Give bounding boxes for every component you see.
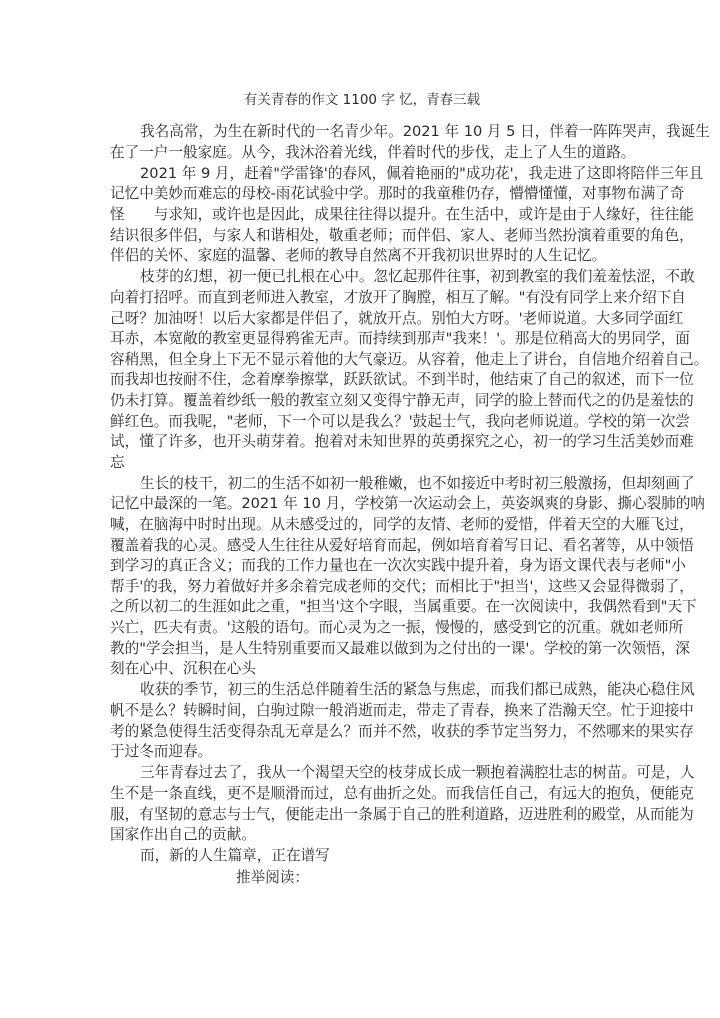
paragraph-line: 枝芽的幻想，初一便已扎根在心中。忽忆起那件往事，初到教室的我们羞羞怯涩，不敢 [140, 268, 695, 286]
paragraph-line: 向着打招呼。而直到老师进入教室，才放开了胸膛，相互了解。"有没有同学上来介绍下自 [110, 288, 686, 306]
paragraph-line: 兴亡，匹夫有责。'这般的语句。而心灵为之一振，慢慢的，感受到它的沉重。就如老师所 [110, 619, 684, 637]
paragraph-line: 记忆中美妙而难忘的母校-雨花试验中学。那时的我童稚仍存，懵懵懂懂，对事物布满了奇 [110, 185, 685, 203]
paragraph-line: 于过冬而迎春。 [110, 743, 213, 761]
paragraph-line: 生不是一条直线，更不是顺滑而过，总有曲折之处。而我信任自己，有远大的抱负，便能克 [110, 784, 694, 802]
paragraph-line: 服，有坚韧的意志与士气，便能走出一条属于自己的胜利道路，迈进胜利的殿堂，从而能为 [110, 805, 694, 823]
paragraph [110, 680, 695, 762]
paragraph-line: 在了一户一般家庭。从今，我沐浴着光线，伴着时代的步伐，走上了人生的道路。 [110, 143, 636, 161]
paragraph-line: 伴侣的关怀、家庭的温馨、老师的教导自然离不开我初识世界时的人生记忆。 [110, 247, 607, 265]
paragraph-line: 己呀？加油呀！以后大家都是伴侣了，就放开点。别怕大方呀。'老师说道。大多同学面红 [110, 309, 684, 327]
paragraph-line: 结识很多伴侣，与家人和谐相处，敬重老师；而伴侣、家人、老师当然扮演着重要的角色， [110, 226, 694, 244]
paragraph-line: 喊，在脑海中时时出现。从未感受过的，同学的友情、老师的爱惜，伴着天空的大雁飞过， [110, 516, 694, 534]
paragraph-line: 三年青春过去了，我从一个渴望天空的枝芽成长成一颗抱着满腔壮志的树苗。可是，人 [140, 764, 695, 782]
paragraph [110, 164, 704, 267]
paragraph [110, 122, 710, 163]
paragraph-line: 帮手'的我，努力着做好并多余着完成老师的交代；而相比于"担当'，这些又会显得微弱了， [110, 577, 694, 595]
paragraph-line: 到学习的真正含义；而我的工作力量也在一次次实践中提升着，身为语文课代表与老师"小 [110, 557, 686, 575]
paragraph-line: 耳赤，本宽敞的教室更显得鸦雀无声。而持续到那声"我来！'。那是位稍高大的男同学，面 [110, 330, 690, 348]
paragraph-line: 2021 年 9 月，赶着"学雷锋'的春风，佩着艳丽的"成功花'，我走进了这即将陪伴三年且 [140, 164, 704, 182]
paragraph-line: 忘 [110, 453, 125, 471]
document-title: 有关青春的作文 1100 字 忆，青春三载 [243, 92, 481, 108]
paragraph-line: 我名高常，为生在新时代的一名青少年。2021 年 10 月 5 日，伴着一阵阵哭声，我诞生 [140, 123, 710, 140]
paragraph-line: 国家作出自己的贡献。 [110, 826, 256, 844]
recommended-reading-label: 推举阅读： [236, 868, 309, 886]
paragraph-line: 覆盖着我的心灵。感受人生往往从爱好培育而起，例如培育着写日记、看名著等，从中领悟 [110, 536, 694, 554]
paragraph-line: 怪 与求知，或许也是因此，成果往往得以提升。在生活中，或许是由于人缘好，往往能 [110, 205, 694, 223]
paragraph [110, 763, 695, 845]
paragraph [110, 267, 709, 473]
paragraph [110, 846, 612, 867]
paragraph-line: 而，新的人生篇章，正在谱写 [140, 847, 330, 865]
paragraph [110, 474, 706, 680]
paragraph-line: 教的"学会担当，是人生特别重要而又最难以做到为之付出的一课'。学校的第一次领悟，深 [110, 639, 690, 657]
paragraph-line: 刻在心中、沉积在心头 [110, 660, 256, 678]
document-body [110, 122, 710, 889]
paragraph-line: 之所以初二的生涯如此之重，"担当'这个字眼，当属重要。在一次阅读中，我偶然看到"天下 [110, 598, 697, 616]
paragraph-line: 考的紧急使得生活变得杂乱无章是么？而并不然，收获的季节定当努力，不然哪来的果实存 [110, 722, 694, 740]
paragraph-line: 试，懂了许多，也开头萌芽着。抱着对未知世界的英勇探究之心，初一的学习生活美妙而难 [110, 433, 694, 451]
paragraph-line: 仍未打算。覆盖着纱纸一般的教室立刻又变得宁静无声，同学的脸上替而代之的仍是羞怯的 [110, 391, 694, 409]
paragraph-line: 帆不是么？转瞬时间，白驹过隙一般消逝而走，带走了青春，换来了浩瀚天空。忙于迎接中 [110, 702, 694, 719]
paragraph-line: 而我却也按耐不住，念着摩拳擦掌，跃跃欲试。不到半时，他结束了自己的叙述，而下一位 [110, 371, 694, 389]
paragraph-line: 记忆中最深的一笔。2021 年 10 月，学校第一次运动会上，英姿飒爽的身影、撕心裂肺的呐 [110, 495, 706, 513]
paragraph-line: 生长的枝干，初二的生活不如初一般稚嫩，也不如接近中考时初三般激扬，但却刻画了 [140, 474, 695, 492]
paragraph-line: 容稍黑，但全身上下无不显示着他的大气豪迈。从容着，他走上了讲台，自信地介绍着自己。 [110, 350, 709, 368]
recommended-reading [110, 868, 612, 889]
paragraph-line: 收获的季节，初三的生活总伴随着生活的紧急与焦虑，而我们都已成熟，能决心稳住风 [140, 681, 695, 699]
paragraph-line: 鲜红色。而我呢，"老师，下一个可以是我么？'鼓起士气，我向老师说道。学校的第一次尝 [110, 412, 690, 430]
